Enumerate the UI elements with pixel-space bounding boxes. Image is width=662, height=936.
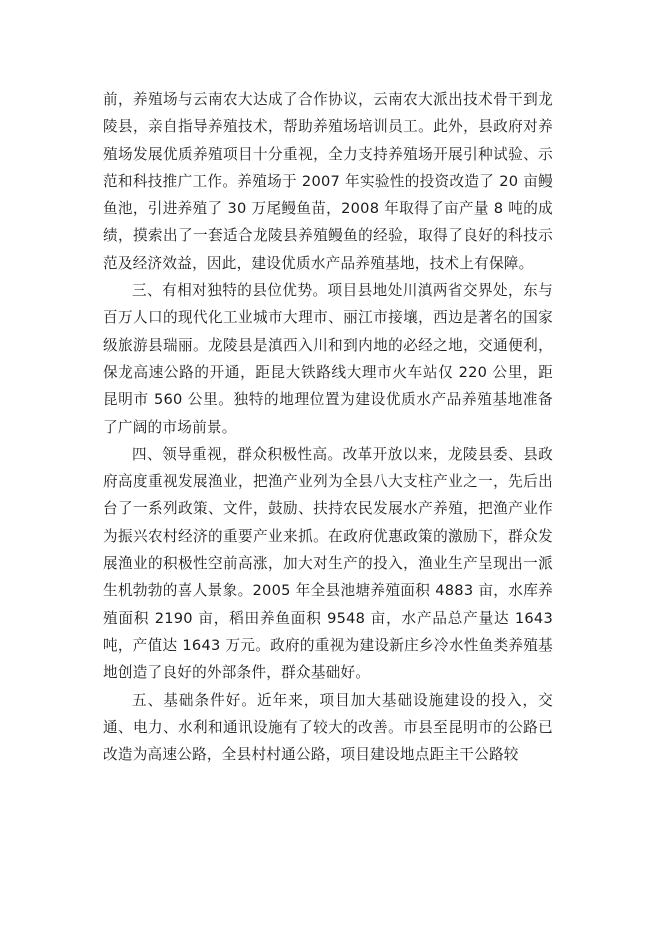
paragraph-continued: 前，养殖场与云南农大达成了合作协议，云南农大派出技术骨干到龙陵县，亲自指导养殖技术，帮助养殖场培训员工。此外，县政府对养殖场发展优质养殖项目十分重视，全力支持养殖场开展引种试验、示范和科技推广工作。养殖场于 2007 年实验性的投资改造了 20 亩鳗鱼池，引进养殖了 30 万尾鳗鱼苗，2008 年取得了亩产量 8 吨的成绩，摸索出了一套适合龙陵县养殖鳗鱼的经验，取得了良好的科技示范及经济效益，因此，建设优质水产品养殖基地，技术上有保障。 bbox=[103, 91, 553, 272]
paragraph-infrastructure: 五、基础条件好。近年来，项目加大基础设施建设的投入，交通、电力、水利和通讯设施有了较大的改善。市县至昆明市的公路已改造为高速公路，全县村村通公路，项目建设地点距主干公路较 bbox=[103, 691, 553, 764]
document-page bbox=[103, 86, 553, 768]
paragraph-location-advantage: 三、有相对独特的县位优势。项目县地处川滇两省交界处，东与百万人口的现代化工业城市大理市、丽江市接壤，西边是著名的国家级旅游县瑞丽。龙陵县是滇西入川和到内地的必经之地，交通便利，保龙高速公路的开通，距昆大铁路线大理市火车站仅 220 公里，距昆明市 560 公里。独特的地理位置为建设优质水产品养殖基地准备了广阔的市场前景。 bbox=[103, 282, 553, 436]
paragraph-leadership-support: 四、领导重视，群众积极性高。改革开放以来，龙陵县委、县政府高度重视发展渔业，把渔产业列为全县八大支柱产业之一，先后出台了一系列政策、文件，鼓励、扶持农民发展水产养殖，把渔产业作为振兴农村经济的重要产业来抓。在政府优惠政策的激励下，群众发展渔业的积极性空前高涨，加大对生产的投入，渔业生产呈现出一派生机勃勃的喜人景象。2005 年全县池塘养殖面积 4883 亩，水库养殖面积 2190 亩，稻田养鱼面积 9548 亩，水产品总产量达 1643 吨，产值达 1643 万元。政府的重视为建设新庄乡冷水性鱼类养殖基地创造了良好的外部条件，群众基础好。 bbox=[103, 445, 553, 682]
